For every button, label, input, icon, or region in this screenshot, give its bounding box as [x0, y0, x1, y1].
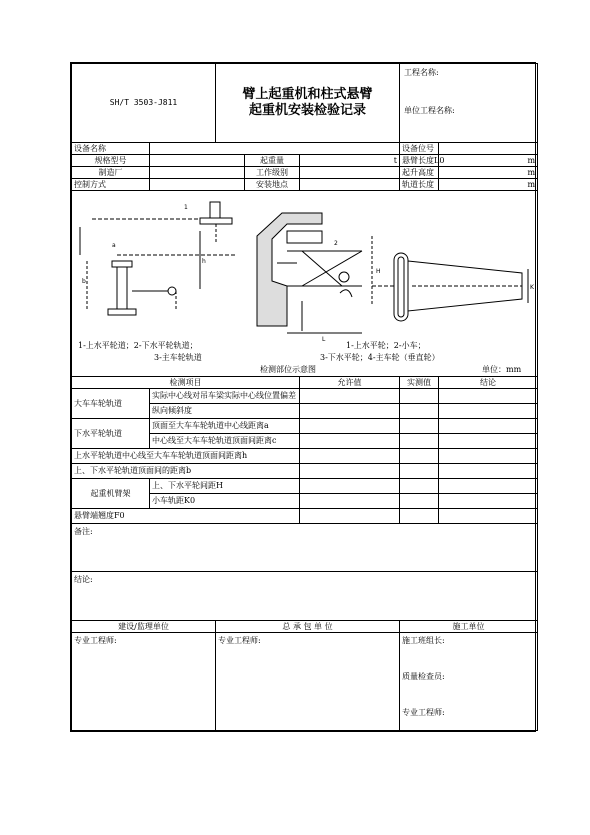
conclusion-value[interactable]: [439, 389, 538, 404]
allow-value[interactable]: [300, 479, 400, 494]
diagram-caption: 检测部位示意图: [260, 365, 316, 374]
boom-length-value[interactable]: m: [439, 155, 538, 167]
legend-right-2: 3-下水平轮；4-主车轮（垂直轮）: [320, 353, 440, 362]
project-info: [400, 64, 538, 143]
group-lower-rail: 下水平轮轨道: [72, 419, 150, 449]
standard-code: SH/T 3503-J811: [72, 64, 216, 143]
model-value[interactable]: [150, 155, 245, 167]
track-length-value[interactable]: m: [439, 179, 538, 191]
measured-value[interactable]: [400, 464, 439, 479]
sign-col-owner: 建设/监理单位: [72, 621, 216, 633]
measured-value[interactable]: [400, 449, 439, 464]
fig-label-H: H: [376, 268, 381, 275]
measured-value[interactable]: [400, 494, 439, 509]
unit-label: 单位：mm: [482, 365, 522, 374]
col-measured-header: 实测值: [400, 377, 439, 389]
conclusion-value[interactable]: [439, 494, 538, 509]
fig-label-h: h: [202, 258, 206, 265]
fig-label-L: L: [322, 336, 326, 343]
allow-value[interactable]: [300, 434, 400, 449]
legend-right-1: 1-上水平轮；2-小车；: [346, 341, 426, 350]
group-crane-arm: 起重机臂架: [72, 479, 150, 509]
item-label: 上水平轮轨道中心线至大车车轮轨道顶面间距离h: [72, 449, 300, 464]
fig-label-K: K: [530, 284, 534, 291]
allow-value[interactable]: [300, 449, 400, 464]
conclusion-value[interactable]: [439, 479, 538, 494]
fig-label-2: 2: [334, 240, 338, 247]
control-value[interactable]: [150, 179, 245, 191]
measured-value[interactable]: [400, 479, 439, 494]
legend-left-1: 1-上水平轮道；2-下水平轮轨道；: [78, 341, 198, 350]
lift-height-value[interactable]: m: [439, 167, 538, 179]
col-item-header: 检测项目: [72, 377, 300, 389]
allow-value[interactable]: [300, 389, 400, 404]
item-label: 中心线至大车车轮轨道顶面间距离c: [150, 434, 300, 449]
measured-value[interactable]: [400, 404, 439, 419]
location-label: 安装地点: [245, 179, 300, 191]
sign-col-construction: 施工单位: [400, 621, 538, 633]
device-tag-value[interactable]: [439, 143, 538, 155]
quality-inspector-label: 质量检查员:: [402, 672, 445, 681]
engineer-label: 专业工程师:: [402, 708, 445, 717]
item-label: 悬臂端翘度F0: [72, 509, 300, 524]
conclusion-value[interactable]: [439, 404, 538, 419]
allow-value[interactable]: [300, 404, 400, 419]
boom-length-label: 悬臂长度L0: [400, 155, 439, 167]
project-name-label: 工程名称:: [404, 68, 439, 77]
measured-value[interactable]: [400, 419, 439, 434]
sign-col-contractor: 总 承 包 单 位: [216, 621, 400, 633]
conclusion-value[interactable]: [439, 509, 538, 524]
team-leader-label: 施工班组长:: [402, 636, 445, 645]
location-value[interactable]: [300, 179, 400, 191]
legend-left-2: 3-主车轮轨道: [154, 353, 202, 362]
device-tag-label: 设备位号: [400, 143, 439, 155]
item-label: 上、下水平轮轨道顶面间的距离b: [72, 464, 300, 479]
group-main-rail: 大车车轮轨道: [72, 389, 150, 419]
rail-block: [210, 202, 220, 218]
lift-weight-label: 起重量: [245, 155, 300, 167]
conclusion-value[interactable]: [439, 464, 538, 479]
model-label: 规格型号: [72, 155, 150, 167]
col-conclusion-header: 结论: [439, 377, 538, 389]
item-label: 纵向倾斜度: [150, 404, 300, 419]
manufacturer-value[interactable]: [150, 167, 245, 179]
item-label: 小车轨距K0: [150, 494, 300, 509]
diagram-area: [72, 191, 538, 377]
device-name-label: 设备名称: [72, 143, 150, 155]
fig-label-a: a: [112, 242, 116, 249]
item-label: 顶面至大车车轮轨道中心线距离a: [150, 419, 300, 434]
conclusion-value[interactable]: [439, 434, 538, 449]
conclusion-field[interactable]: 结论:: [72, 572, 538, 621]
form-title: 臂上起重机和柱式悬臂 起重机安装检验记录: [216, 64, 400, 143]
control-label: 控制方式: [72, 179, 150, 191]
fig-label-b: b: [82, 278, 86, 285]
contractor-engineer-field[interactable]: 专业工程师:: [216, 633, 400, 731]
item-label: 上、下水平轮间距H: [150, 479, 300, 494]
conclusion-value[interactable]: [439, 449, 538, 464]
track-length-label: 轨道长度: [400, 179, 439, 191]
item-label: 实际中心线对吊车梁实际中心线位置偏差: [150, 389, 300, 404]
owner-engineer-field[interactable]: 专业工程师:: [72, 633, 216, 731]
allow-value[interactable]: [300, 464, 400, 479]
allow-value[interactable]: [300, 509, 400, 524]
remarks-field[interactable]: 备注:: [72, 524, 538, 572]
device-name-value[interactable]: [150, 143, 400, 155]
work-class-label: 工作级别: [245, 167, 300, 179]
lift-weight-value[interactable]: t: [300, 155, 400, 167]
inspection-form: [70, 62, 536, 732]
measured-value[interactable]: [400, 389, 439, 404]
allow-value[interactable]: [300, 419, 400, 434]
work-class-value[interactable]: [300, 167, 400, 179]
measured-value[interactable]: [400, 509, 439, 524]
conclusion-value[interactable]: [439, 419, 538, 434]
construction-sign-field[interactable]: [400, 633, 538, 731]
measured-value[interactable]: [400, 434, 439, 449]
col-allow-header: 允许值: [300, 377, 400, 389]
unit-project-name-label: 单位工程名称:: [404, 106, 455, 115]
allow-value[interactable]: [300, 494, 400, 509]
manufacturer-label: 制造厂: [72, 167, 150, 179]
lift-height-label: 起升高度: [400, 167, 439, 179]
fig-label-1: 1: [184, 204, 188, 211]
